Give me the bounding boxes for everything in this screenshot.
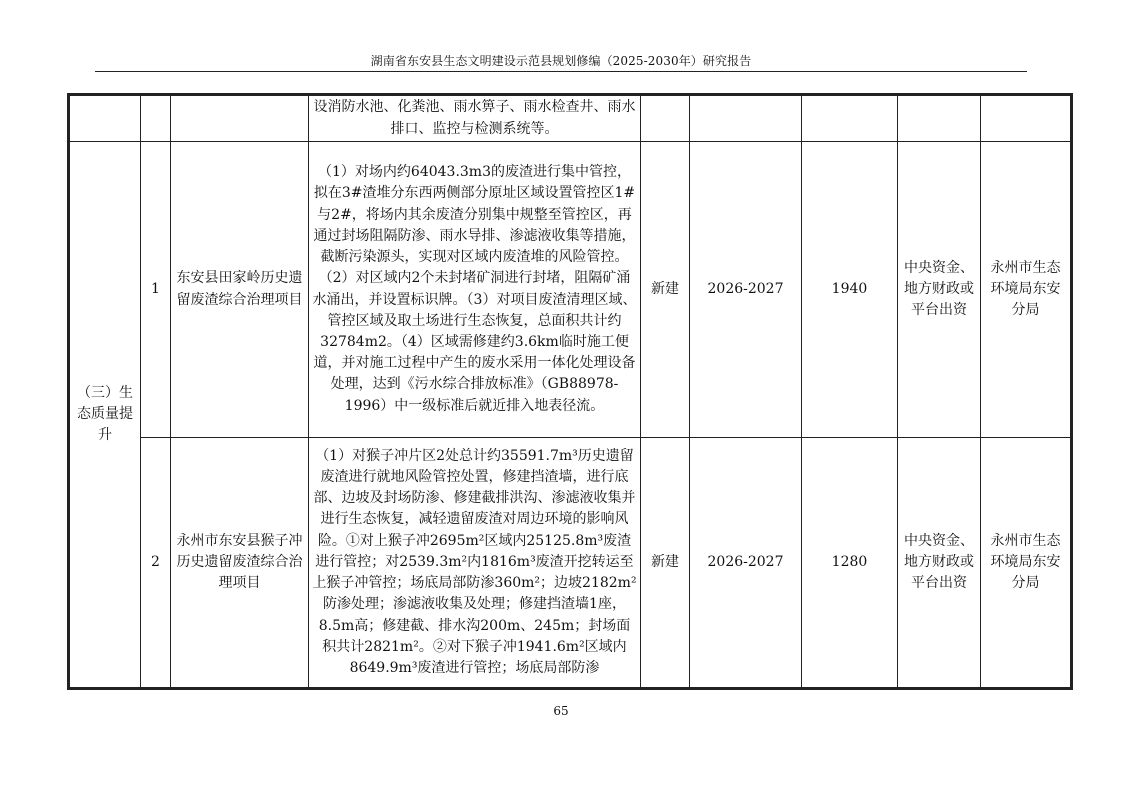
- number-cell: [141, 96, 171, 142]
- running-header: 湖南省东安县生态文明建设示范县规划修编（2025-2030年）研究报告: [370, 54, 752, 68]
- table-row: [70, 96, 1071, 142]
- investment-cell: 1940: [802, 142, 898, 438]
- project-table: [69, 95, 1071, 688]
- header-rule: [95, 71, 1027, 72]
- responsible-cell: 永州市生态环境局东安分局: [981, 438, 1071, 688]
- type-cell: 新建: [641, 142, 690, 438]
- number-cell: 2: [141, 438, 171, 688]
- category-cell: [70, 96, 141, 142]
- type-cell: [641, 96, 690, 142]
- responsible-cell: [981, 96, 1071, 142]
- content-cell: （1）对猴子冲片区2处总计约35591.7m³历史遗留废渣进行就地风险管控处置，修建挡渣墙，进行底部、边坡及封场防渗、修建截排洪沟、渗滤液收集并进行生态恢复，减轻遗留废渣对周边环境的影响风险。①对上猴子冲2695m²区域内25125.8m³废渣进行管控；对2539.3m²内1816m³废渣开挖转运至上猴子冲管控；场底局部防渗360m²；边坡2182m²防渗处理；渗滤液收集及处理；修建挡渣墙1座，8.5m高；修建截、排水沟200m、245m；封场面积共计2821m²。②对下猴子冲1941.6m²区域内8649.9m³废渣进行管控；场底局部防渗: [309, 438, 641, 688]
- table-row: [70, 438, 1071, 688]
- project-name-cell: 永州市东安县猴子冲历史遗留废渣综合治理项目: [171, 438, 309, 688]
- number-cell: 1: [141, 142, 171, 438]
- responsible-cell: 永州市生态环境局东安分局: [981, 142, 1071, 438]
- category-cell: （三）生态质量提升: [70, 142, 141, 688]
- funding-cell: 中央资金、地方财政或平台出资: [898, 142, 981, 438]
- investment-cell: [802, 96, 898, 142]
- content-cell: （1）对场内约64043.3m3的废渣进行集中管控，拟在3#渣堆分东西两侧部分原址区域设置管控区1#与2#，将场内其余废渣分别集中规整至管控区，再通过封场阻隔防渗、雨水导排、渗滤液收集等措施，截断污染源头，实现对区域内废渣堆的风险管控。（2）对区域内2个未封堵矿洞进行封堵，阻隔矿涌水涌出，并设置标识牌。（3）对项目废渣清理区域、管控区域及取土场进行生态恢复，总面积共计约32784m2。（4）区域需修建约3.6km临时施工便道，并对施工过程中产生的废水采用一体化处理设备处理，达到《污水综合排放标准》（GB88978-1996）中一级标准后就近排入地表径流。: [309, 142, 641, 438]
- funding-cell: 中央资金、地方财政或平台出资: [898, 438, 981, 688]
- table-row: [70, 142, 1071, 438]
- funding-cell: [898, 96, 981, 142]
- period-cell: [690, 96, 802, 142]
- content-cell: 设消防水池、化粪池、雨水箅子、雨水检查井、雨水排口、监控与检测系统等。: [309, 96, 641, 142]
- period-cell: 2026-2027: [690, 142, 802, 438]
- type-cell: 新建: [641, 438, 690, 688]
- project-name-cell: [171, 96, 309, 142]
- page-number: 65: [553, 704, 569, 718]
- project-name-cell: 东安县田家岭历史遗留废渣综合治理项目: [171, 142, 309, 438]
- period-cell: 2026-2027: [690, 438, 802, 688]
- investment-cell: 1280: [802, 438, 898, 688]
